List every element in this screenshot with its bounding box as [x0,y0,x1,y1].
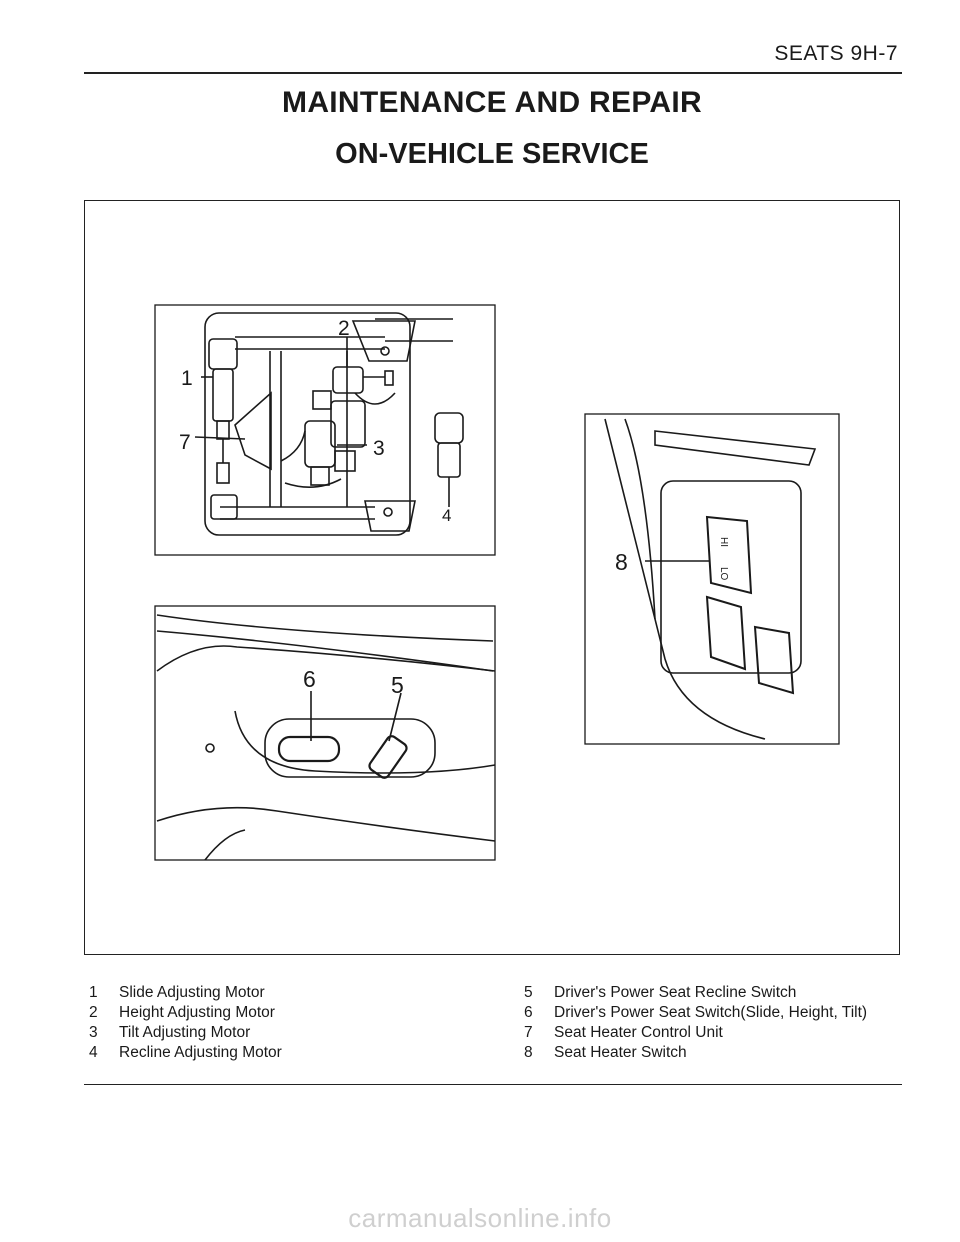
page-header: SEATS 9H-7 [774,42,898,65]
console-switch-panel [585,414,839,744]
callout-3: 3 [373,437,385,460]
figure-frame [84,200,900,955]
callout-8: 8 [615,549,628,575]
callout-5: 5 [391,672,404,698]
watermark-text: carmanualsonline.info [348,1203,612,1233]
legend-row: 5 Driver's Power Seat Recline Switch [524,984,797,1001]
component-illustration [85,201,901,956]
seat-side-panel [155,606,495,860]
legend-row: 1 Slide Adjusting Motor [89,984,265,1001]
header-rule [84,72,902,74]
callout-6: 6 [303,666,316,692]
legend-row: 4 Recline Adjusting Motor [89,1044,282,1061]
section-subtitle: ON-VEHICLE SERVICE [335,138,649,170]
legend-right [524,983,867,1063]
section-title: MAINTENANCE AND REPAIR [282,86,702,119]
callout-7: 7 [179,431,191,454]
footer-rule [84,1084,902,1085]
switch-mark-lo: LO [718,567,729,581]
legend-row: 6 Driver's Power Seat Switch(Slide, Height, Tilt) [524,1004,868,1021]
legend-left [89,983,282,1063]
legend-row: 8 Seat Heater Switch [524,1044,687,1061]
callout-4: 4 [442,506,452,525]
callout-1: 1 [181,367,193,390]
legend-row: 7 Seat Heater Control Unit [524,1024,723,1041]
callout-2: 2 [338,317,350,340]
legend-row: 2 Height Adjusting Motor [89,1004,275,1021]
switch-mark-hi: HI [718,537,729,547]
legend-row: 3 Tilt Adjusting Motor [89,1024,251,1041]
